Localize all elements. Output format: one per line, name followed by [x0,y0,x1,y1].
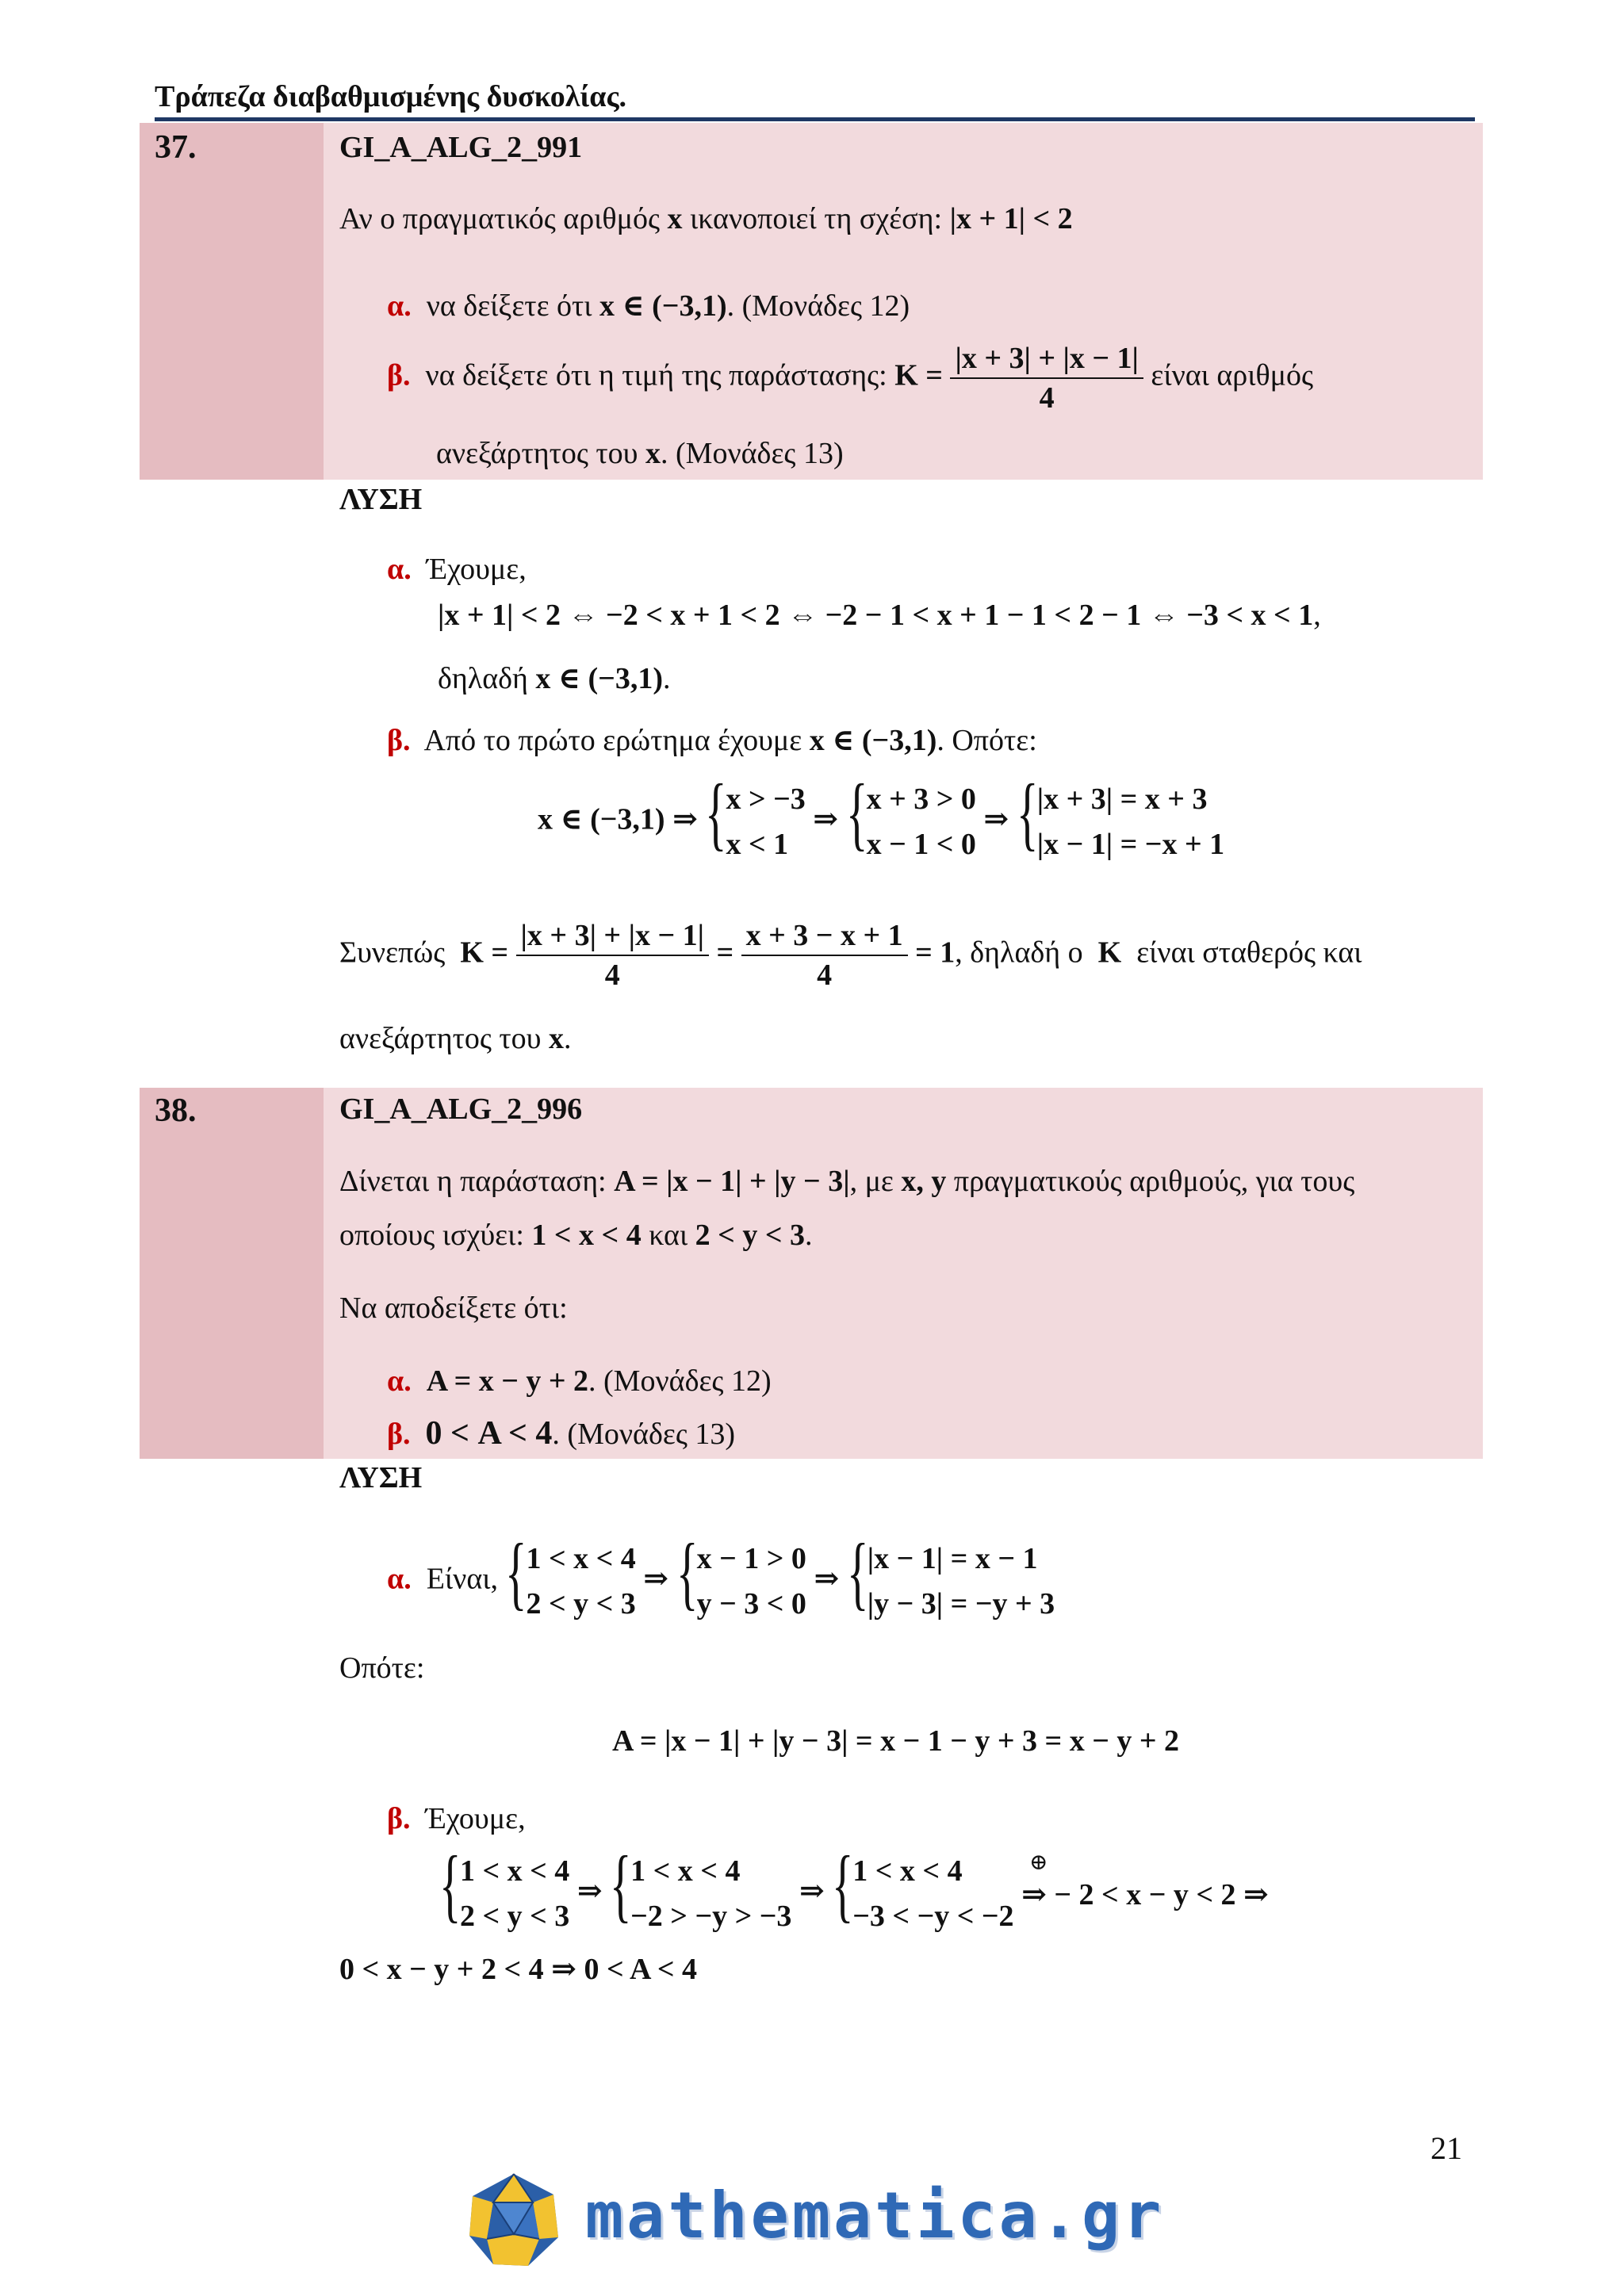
system-row: |y − 3| = −y + 3 [867,1587,1055,1621]
K-fraction [950,341,1143,415]
statement-text: Αν ο πραγματικός αριθμός [339,202,661,235]
solution-38-a-result: A = |x − 1| + |y − 3| = x − 1 − y + 3 = x − y + 2 [612,1724,1180,1758]
system-3: { 1 < x < 4 −3 < −y < −2 [832,1849,1013,1939]
part-label: β. [387,1802,411,1835]
system-row: −2 > −y > −3 [630,1900,792,1933]
problem-37-part-b [387,341,1313,415]
part-math: A = x − y + 2 [426,1364,589,1398]
solution-38-b-systems [439,1839,1269,1939]
problem-38-statement-line-2 [339,1218,812,1253]
solution-37-heading: ΛΥΣΗ [339,483,423,516]
sum-step [1021,1850,1269,1912]
solution-37-conclusion [339,918,1473,993]
K-symbol: K = [894,358,943,392]
fraction-1 [516,918,709,993]
system-row: x + 3 > 0 [866,783,976,816]
fraction-denominator: 4 [604,959,620,992]
system-row: 1 < x < 4 [460,1854,570,1888]
problem-38-number: 38. [155,1093,197,1129]
part-label: α. [387,289,412,323]
intro-text: Από το πρώτο ερώτημα έχουμε [423,724,802,757]
conclusion-word: Συνεπώς [339,936,446,970]
so-text: δηλαδή [438,662,528,695]
result-dot: . [662,662,671,695]
system-row: 1 < x < 4 [526,1542,636,1575]
implies-arrow: ⇒ [983,802,1009,836]
intro-text: Έχουμε, [426,553,527,586]
conclusion-dot: . [564,1022,572,1055]
fraction-numerator: x + 3 − x + 1 [741,918,908,956]
conclusion-text-2: είναι σταθερός και [1136,936,1362,970]
statement-math: A = |x − 1| + |y − 3| [614,1165,850,1198]
problem-38-part-b [387,1414,735,1452]
problem-38-prove: Να αποδείξετε ότι: [339,1292,568,1325]
part-marks: . (Μονάδες 12) [726,289,910,323]
part-label: β. [387,724,411,757]
fraction-numerator: |x + 3| + |x − 1| [950,341,1143,379]
part-math: x ∈ (−3,1) [599,289,727,323]
result: = 1 [915,936,956,970]
part-label: α. [387,1562,412,1596]
system-row: 2 < y < 3 [526,1587,636,1621]
problem-38-box [140,1088,1483,1459]
implies-arrow: ⇒ [576,1874,603,1908]
solution-38-b-intro [387,1801,526,1836]
part-label: β. [387,358,411,392]
fraction-denominator: 4 [817,959,833,992]
condition-y: 2 < y < 3 [695,1219,805,1252]
system-1: { 1 < x < 4 2 < y < 3 [505,1536,635,1627]
system-row: |x − 1| = −x + 1 [1036,828,1225,861]
problem-38-part-a [387,1364,772,1399]
solution-37-a-intro [387,552,527,587]
solution-37-a-result [438,660,670,696]
statement-math: |x + 1| < 2 [949,202,1073,235]
problem-37-part-a [387,287,910,323]
statement-text: Δίνεται η παράσταση: [339,1165,607,1198]
intro-text-2: . Οπότε: [936,724,1037,757]
system-3: { |x + 3| = x + 3 |x − 1| = −x + 1 [1017,777,1224,867]
problem-37-statement [339,201,1073,236]
implies-arrow: ⇒ [643,1562,669,1596]
statement-var: x [667,202,683,235]
part-text-3: ανεξάρτητος του [436,437,638,470]
system-row: x − 1 > 0 [696,1542,806,1575]
system-row: −3 < −y < −2 [852,1900,1014,1933]
system-2: { x − 1 > 0 y − 3 < 0 [676,1536,806,1627]
fraction-denominator: 4 [1039,381,1055,415]
statement-text-2: ικανοποιεί τη σχέση: [690,202,943,235]
polyhedron-icon [465,2171,563,2269]
intro-text: Έχουμε, [425,1802,526,1835]
system-2: { x + 3 > 0 x − 1 < 0 [846,777,976,867]
result-math: x ∈ (−3,1) [535,662,663,695]
system-1: { x > −3 x < 1 [705,777,805,867]
equivalence-chain: |x + 1| < 2 ⇔ −2 < x + 1 < 2 ⇔ −2 − 1 < x + 1 − 1 < 2 − 1 ⇔ −3 < x < 1 [438,599,1314,632]
footer-logo [465,2164,1165,2275]
system-3: { |x − 1| = x − 1 |y − 3| = −y + 3 [847,1536,1055,1627]
solution-38-heading: ΛΥΣΗ [339,1461,423,1494]
logo-text: mathematica.gr [585,2179,1165,2252]
page-number: 21 [1431,2130,1462,2166]
part-text: να δείξετε ότι [426,289,592,323]
statement-text-2: , με [849,1165,894,1198]
system-row: x − 1 < 0 [866,828,976,861]
system-row: y − 3 < 0 [696,1587,806,1621]
implies-arrow: ⇒ [813,802,839,836]
statement-dot: . [804,1219,813,1252]
part-text: να δείξετε ότι η τιμή της παράστασης: [425,358,887,392]
problem-37-number: 37. [155,129,197,166]
statement-text-3: πραγματικούς αριθμούς, για τους [953,1165,1355,1198]
solution-37-conclusion-cont [339,1021,572,1056]
system-row: 1 < x < 4 [630,1854,741,1888]
intro-text: Είναι, [426,1562,498,1596]
part-text-2: είναι αριθμός [1151,358,1314,392]
intro-math: x ∈ (−3,1) [809,724,937,757]
system-row: 1 < x < 4 [852,1854,963,1888]
solution-37-b-systems [538,767,1225,867]
system-1: { 1 < x < 4 2 < y < 3 [439,1849,569,1939]
part-marks: . (Μονάδες 13) [552,1418,736,1451]
condition-x: 1 < x < 4 [531,1219,642,1252]
problem-38-code: GI_A_ALG_2_996 [339,1093,583,1126]
and-word: και [649,1219,688,1252]
problem-38-statement-line-1 [339,1164,1354,1199]
part-marks: . (Μονάδες 12) [588,1364,772,1398]
problem-37-number-cell [140,123,324,480]
solution-37-a-chain [438,598,1321,633]
part-var: x [645,437,661,470]
plus-circle-icon: ⊕ [1029,1850,1048,1875]
problem-37-code: GI_A_ALG_2_991 [339,131,583,164]
implies-arrow: ⇒ [814,1562,840,1596]
fraction-2 [741,918,908,993]
fraction-numerator: |x + 3| + |x − 1| [516,918,709,956]
statement-text: οποίους ισχύει: [339,1219,524,1252]
K-symbol-2: K [1097,936,1122,970]
systems-lhs: x ∈ (−3,1) ⇒ [538,802,698,836]
header-rule [155,117,1475,121]
system-row: 2 < y < 3 [460,1900,570,1933]
implies-arrow: ⇒ [799,1874,825,1908]
system-2: { 1 < x < 4 −2 > −y > −3 [610,1849,791,1939]
solution-37-b-intro [387,721,1037,758]
conclusion-text-3: ανεξάρτητος του [339,1022,542,1055]
equals: = [716,936,734,970]
solution-38-b-final: 0 < x − y + 2 < 4 ⇒ 0 < A < 4 [339,1953,698,1986]
part-marks: . (Μονάδες 13) [661,437,844,470]
system-row: x < 1 [726,828,789,861]
chain-comma: , [1313,599,1321,632]
problem-38-number-cell [140,1088,324,1459]
statement-vars: x, y [901,1165,947,1198]
system-row: x > −3 [726,783,806,816]
document-header: Τράπεζα διαβαθμισμένης δυσκολίας. [155,80,626,113]
sum-tail: ⇒ − 2 < x − y < 2 ⇒ [1021,1878,1269,1911]
conclusion-text: , δηλαδή ο [955,936,1083,970]
system-row: |x + 3| = x + 3 [1036,783,1208,816]
conclusion-var: x [549,1022,564,1055]
solution-38-so: Οπότε: [339,1651,425,1685]
part-label: β. [387,1418,411,1451]
problem-37-part-b-cont [436,436,844,471]
part-label: α. [387,553,412,586]
K-symbol: K = [460,936,509,970]
system-row: |x − 1| = x − 1 [867,1542,1038,1575]
part-math: 0 < A < 4 [425,1415,553,1452]
solution-38-a [387,1527,1055,1627]
part-label: α. [387,1364,412,1398]
